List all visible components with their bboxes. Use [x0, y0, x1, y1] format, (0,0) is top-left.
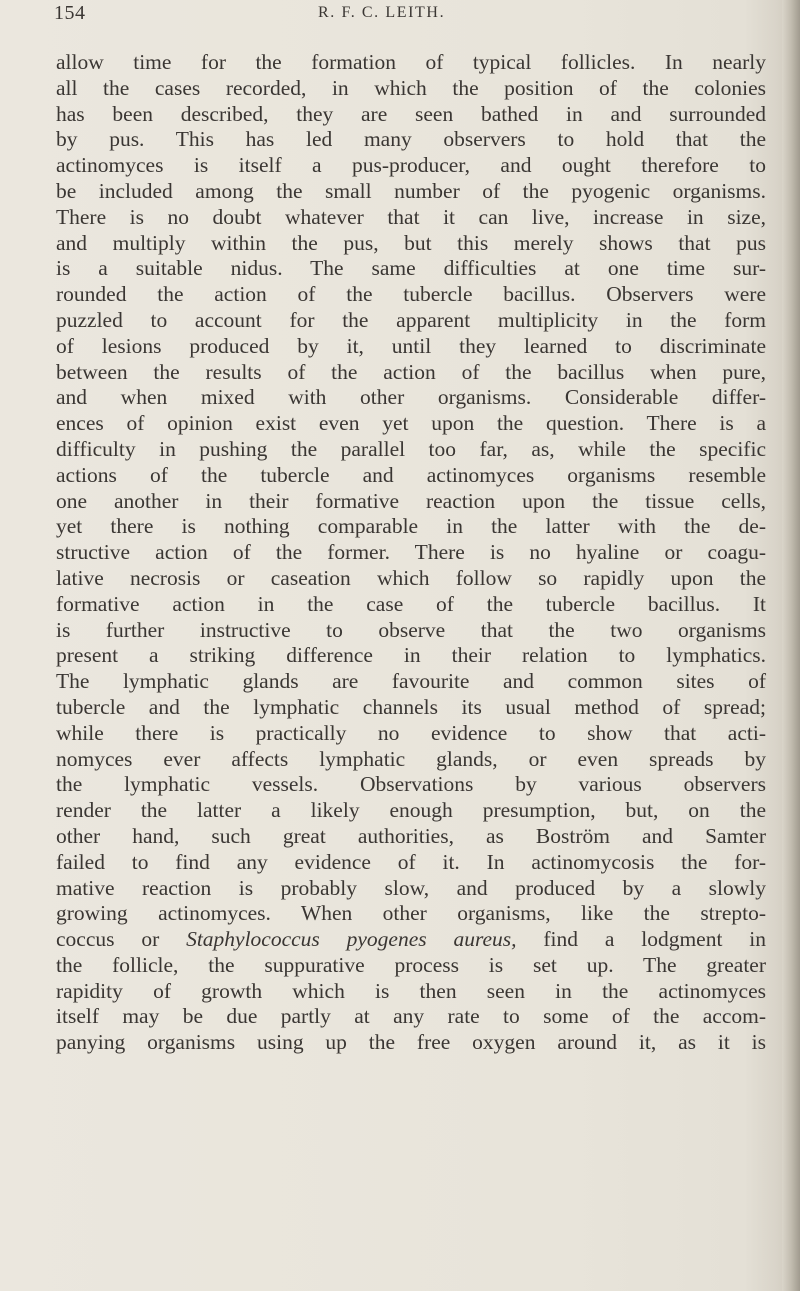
italic-species-name: Staphylococcus pyogenes aureus,	[186, 927, 517, 952]
text-line: other hand, such great authorities, as Boström and Samter	[56, 823, 766, 848]
text-line: has been described, they are seen bathed in and surrounded	[56, 101, 766, 126]
text-line: actinomyces is itself a pus-producer, and ought therefore to	[56, 153, 766, 178]
text-line: and when mixed with other organisms. Considerable differ-	[56, 385, 766, 410]
text-line: ences of opinion exist even yet upon the question. There is a	[56, 411, 766, 436]
text-line: the lymphatic vessels. Observations by various observers	[56, 772, 766, 797]
text-line: is further instructive to observe that the two organisms	[56, 617, 766, 642]
text-line: between the results of the action of the bacillus when pure,	[56, 359, 766, 384]
text-line: puzzled to account for the apparent multiplicity in the form	[56, 307, 766, 332]
text-line: the follicle, the suppurative process is set up. The greater	[56, 952, 766, 977]
text-line: actions of the tubercle and actinomyces organisms resemble	[56, 462, 766, 487]
text-line: itself may be due partly at any rate to some of the accom-	[56, 1004, 766, 1029]
text-line: yet there is nothing comparable in the latter with the de-	[56, 514, 766, 539]
text-line: growing actinomyces. When other organisms, like the strepto-	[56, 901, 766, 926]
text-line: all the cases recorded, in which the position of the colonies	[56, 75, 766, 100]
text-line: allow time for the formation of typical follicles. In nearly	[56, 50, 766, 74]
text-fragment: find a lodgment in	[543, 927, 766, 952]
text-line: render the latter a likely enough presumption, but, on the	[56, 798, 766, 823]
text-line: lative necrosis or caseation which follow so rapidly upon the	[56, 565, 766, 590]
text-line: is a suitable nidus. The same difficulties at one time sur-	[56, 256, 766, 281]
body-paragraph	[56, 50, 766, 1056]
text-line: structive action of the former. There is no hyaline or coagu-	[56, 540, 766, 565]
text-line: rounded the action of the tubercle bacillus. Observers were	[56, 282, 766, 307]
text-line: tubercle and the lymphatic channels its usual method of spread;	[56, 694, 766, 719]
page-number: 154	[54, 2, 86, 24]
text-line: of lesions produced by it, until they learned to discriminate	[56, 333, 766, 358]
text-line: present a striking difference in their relation to lymphatics.	[56, 643, 766, 668]
text-line: There is no doubt whatever that it can live, increase in size,	[56, 204, 766, 229]
text-line: mative reaction is probably slow, and produced by a slowly	[56, 875, 766, 900]
text-line: nomyces ever affects lymphatic glands, or even spreads by	[56, 746, 766, 771]
text-line: formative action in the case of the tubercle bacillus. It	[56, 591, 766, 616]
page-edge-shadow	[782, 0, 800, 1291]
text-line: one another in their formative reaction upon the tissue cells,	[56, 488, 766, 513]
text-line: by pus. This has led many observers to hold that the	[56, 127, 766, 152]
text-line-with-italic	[56, 927, 766, 953]
text-line: failed to find any evidence of it. In actinomycosis the for-	[56, 849, 766, 874]
text-line: be included among the small number of the pyogenic organisms.	[56, 178, 766, 203]
text-fragment: coccus or	[56, 927, 160, 952]
page-header	[0, 0, 800, 40]
text-line: and multiply within the pus, but this merely shows that pus	[56, 230, 766, 255]
text-line: difficulty in pushing the parallel too far, as, while the specific	[56, 436, 766, 461]
text-line: while there is practically no evidence to show that acti-	[56, 720, 766, 745]
text-line: The lymphatic glands are favourite and common sites of	[56, 669, 766, 694]
running-head: R. F. C. LEITH.	[318, 4, 446, 21]
text-line: panying organisms using up the free oxygen around it, as it is	[56, 1030, 766, 1055]
text-line: rapidity of growth which is then seen in the actinomyces	[56, 978, 766, 1003]
